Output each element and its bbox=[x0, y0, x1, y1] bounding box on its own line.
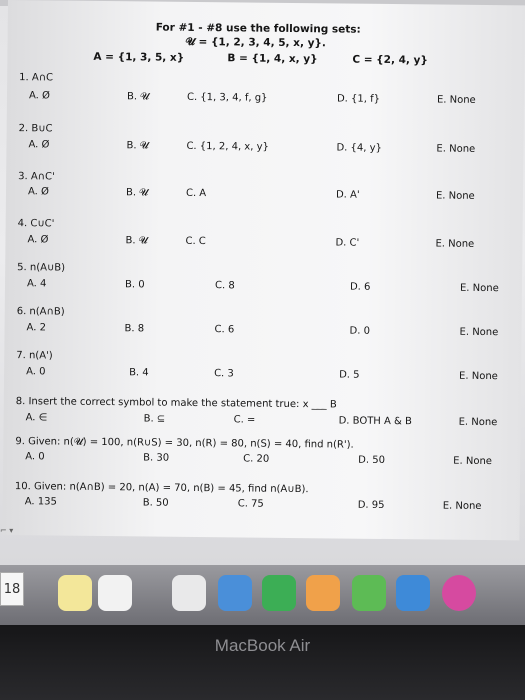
set-b: B = {1, 4, x, y} bbox=[227, 52, 318, 66]
question-4-option-d: D. C' bbox=[335, 237, 360, 249]
instruction-text: For #1 - #8 use the following sets: bbox=[155, 21, 361, 36]
question-2-option-a: A. Ø bbox=[28, 139, 50, 151]
question-9-prompt: 9. Given: n(𝓤) = 100, n(R∪S) = 30, n(R) = 80, n(S) = 40, find n(R'). bbox=[15, 436, 354, 451]
question-4-option-c: C. C bbox=[185, 235, 206, 248]
question-5-option-d: D. 6 bbox=[349, 281, 371, 293]
question-6-prompt: 6. n(A∩B) bbox=[16, 306, 65, 318]
question-7-prompt: 7. n(A') bbox=[16, 350, 53, 362]
question-3-option-b: B. 𝓤 bbox=[125, 187, 149, 199]
question-4-option-e: E. None bbox=[435, 238, 475, 250]
question-9-option-c: C. 20 bbox=[243, 453, 270, 465]
question-8-option-e: E. None bbox=[458, 416, 498, 429]
notes-icon[interactable] bbox=[58, 575, 92, 611]
keynote-icon[interactable] bbox=[396, 575, 430, 611]
question-6-option-a: A. 2 bbox=[26, 322, 47, 334]
question-8-prompt: 8. Insert the correct symbol to make the statement true: x ___ B bbox=[15, 396, 337, 411]
calendar-day: 18 bbox=[3, 582, 21, 597]
question-1-option-e: E. None bbox=[436, 94, 476, 106]
question-1-option-a: A. Ø bbox=[28, 90, 50, 102]
question-9-option-b: B. 30 bbox=[143, 452, 170, 464]
messages-icon[interactable] bbox=[218, 575, 252, 611]
question-3-prompt: 3. A∩C' bbox=[18, 171, 55, 183]
question-3-option-a: A. Ø bbox=[27, 186, 49, 198]
question-9-option-d: D. 50 bbox=[358, 454, 386, 466]
question-3-option-d: D. A' bbox=[335, 189, 360, 201]
question-8-option-c: C. = bbox=[233, 414, 256, 426]
question-9-option-a: A. 0 bbox=[25, 451, 45, 463]
contacts-icon[interactable] bbox=[172, 575, 206, 611]
question-2-prompt: 2. B∪C bbox=[18, 123, 53, 135]
itunes-icon[interactable] bbox=[442, 575, 476, 611]
question-10-option-b: B. 50 bbox=[142, 497, 169, 509]
pages-icon[interactable] bbox=[306, 575, 340, 611]
page-edge-marker: ⌐ ▾ bbox=[0, 526, 14, 535]
question-9-option-e: E. None bbox=[453, 455, 493, 468]
question-8-option-a: A. ∈ bbox=[25, 412, 48, 424]
question-1-prompt: 1. A∩C bbox=[19, 72, 54, 84]
question-5-option-c: C. 8 bbox=[214, 280, 235, 292]
universal-set: 𝓤 = {1, 2, 3, 4, 5, x, y}. bbox=[185, 35, 327, 50]
question-5-prompt: 5. n(A∪B) bbox=[17, 262, 66, 274]
question-6-option-c: C. 6 bbox=[214, 324, 235, 336]
question-3-option-c: C. A bbox=[185, 187, 207, 200]
question-10-option-c: C. 75 bbox=[237, 498, 264, 510]
set-c: C = {2, 4, y} bbox=[352, 53, 428, 67]
question-10-option-e: E. None bbox=[442, 500, 482, 512]
numbers-icon[interactable] bbox=[352, 575, 386, 611]
question-10-option-a: A. 135 bbox=[24, 496, 57, 508]
question-7-option-a: A. 0 bbox=[26, 366, 46, 378]
question-2-option-d: D. {4, y} bbox=[336, 142, 382, 154]
laptop-brand: MacBook Air bbox=[214, 636, 311, 655]
question-4-prompt: 4. C∪C' bbox=[17, 218, 55, 230]
question-7-option-d: D. 5 bbox=[339, 369, 360, 381]
question-2-option-e: E. None bbox=[436, 143, 476, 155]
question-8-option-b: B. ⊆ bbox=[143, 413, 166, 425]
question-5-option-a: A. 4 bbox=[26, 278, 47, 290]
question-7-option-b: B. 4 bbox=[129, 367, 149, 379]
question-7-option-e: E. None bbox=[459, 370, 498, 383]
question-2-option-c: C. {1, 2, 4, x, y} bbox=[186, 140, 269, 153]
set-a: A = {1, 3, 5, x} bbox=[93, 50, 185, 64]
question-1-option-d: D. {1, f} bbox=[336, 93, 381, 105]
question-6-option-d: D. 0 bbox=[349, 325, 371, 337]
question-1-option-c: C. {1, 3, 4, f, g} bbox=[186, 91, 268, 104]
question-8-option-d: D. BOTH A & B bbox=[338, 415, 412, 428]
question-5-option-b: B. 0 bbox=[124, 279, 145, 291]
facetime-icon[interactable] bbox=[262, 575, 296, 611]
question-3-option-e: E. None bbox=[435, 190, 475, 202]
question-2-option-b: B. 𝓤 bbox=[126, 140, 149, 152]
question-1-option-b: B. 𝓤 bbox=[126, 91, 150, 103]
question-10-option-d: D. 95 bbox=[357, 499, 385, 511]
question-4-option-b: B. 𝓤 bbox=[125, 235, 148, 247]
question-4-option-a: A. Ø bbox=[27, 234, 49, 246]
question-7-option-c: C. 3 bbox=[214, 368, 234, 380]
reminders-icon[interactable] bbox=[98, 575, 132, 611]
worksheet bbox=[2, 0, 525, 540]
question-6-option-b: B. 8 bbox=[124, 323, 145, 335]
question-5-option-e: E. None bbox=[459, 282, 499, 295]
calendar-icon[interactable] bbox=[0, 572, 24, 606]
question-10-prompt: 10. Given: n(A∩B) = 20, n(A) = 70, n(B) = 45, find n(A∪B). bbox=[14, 481, 309, 496]
question-6-option-e: E. None bbox=[459, 326, 499, 339]
